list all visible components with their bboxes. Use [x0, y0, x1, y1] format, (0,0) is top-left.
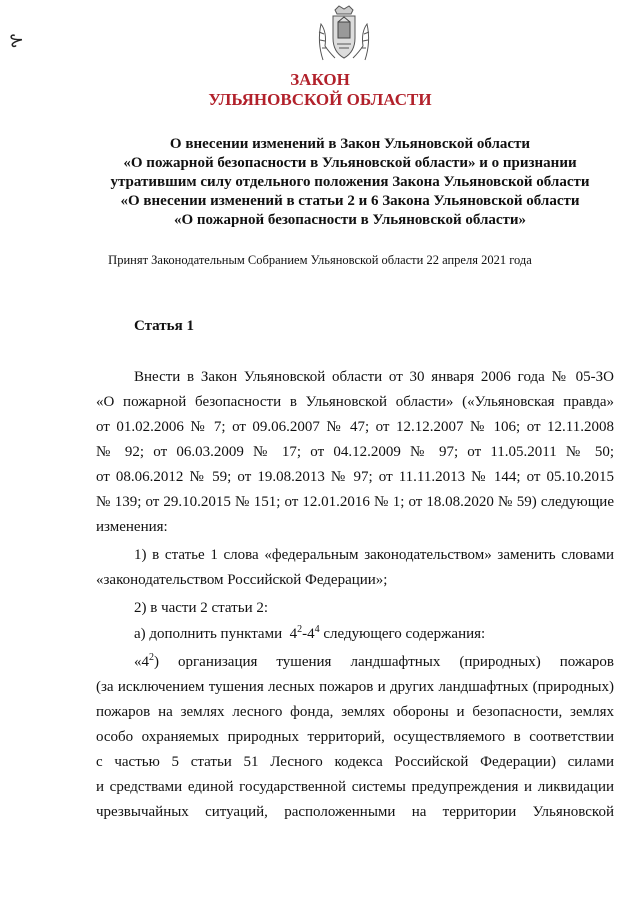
body-line: пожаров на землях лесного фонда, землях обороны и безопасности, землях: [96, 704, 614, 720]
superscript: 4: [314, 624, 320, 635]
article-heading: Статья 1: [134, 318, 194, 334]
subtitle-line: «О внесении изменений в статьи 2 и 6 Закона Ульяновской области: [120, 193, 580, 209]
body-line: 2) в части 2 статьи 2:: [134, 600, 269, 616]
body-line: [134, 625, 614, 643]
body-line: от 01.02.2006 № 7; от 09.06.2007 № 47; от 12.12.2007 № 106; от 12.11.2008: [96, 419, 614, 435]
superscript: 2: [297, 624, 303, 635]
text-span: а) дополнить пунктами: [134, 626, 283, 642]
body-line: «О пожарной безопасности в Ульяновской области» («Ульяновская правда»: [96, 394, 614, 410]
text-span: следующего содержания:: [319, 626, 486, 642]
body-line: 1) в статье 1 слова «федеральным законодательством» заменить словами: [134, 547, 614, 563]
body-line: «законодательством Российской Федерации»;: [96, 572, 388, 588]
text-span: [286, 626, 320, 642]
subtitle-line: О внесении изменений в Закон Ульяновской области: [169, 136, 531, 152]
region-title: УЛЬЯНОВСКОЙ ОБЛАСТИ: [208, 90, 432, 109]
body-line: чрезвычайных ситуаций, расположенными на территории Ульяновской: [96, 804, 614, 820]
text-span: 4: [289, 626, 298, 642]
adoption-note: Принят Законодательным Собранием Ульяновской области 22 апреля 2021 года: [108, 253, 532, 267]
subtitle-line: утратившим силу отдельного положения Закона Ульяновской области: [110, 174, 590, 190]
body-line: с частью 5 статьи 51 Лесного кодекса Российской Федерации) силами: [96, 754, 614, 770]
text-span: «4: [134, 654, 149, 670]
law-word-title: ЗАКОН: [290, 70, 350, 89]
subtitle-line: «О пожарной безопасности в Ульяновской области» и о признании: [123, 155, 577, 171]
body-line: Внести в Закон Ульяновской области от 30 января 2006 года № 05-ЗО: [134, 369, 614, 385]
body-line: (за исключением тушения лесных пожаров и других ландшафтных (природных): [96, 679, 614, 695]
text-span: -4: [302, 626, 315, 642]
body-line: [134, 653, 614, 671]
subtitle-line: «О пожарной безопасности в Ульяновской области»: [173, 212, 527, 228]
body-line: от 08.06.2012 № 59; от 19.08.2013 № 97; от 11.11.2013 № 144; от 05.10.2015: [96, 469, 614, 485]
text-span: ) организация тушения ландшафтных (природных) пожаров: [154, 654, 614, 670]
body-line: изменения:: [96, 519, 168, 535]
coat-of-arms-emblem: [313, 2, 375, 62]
superscript: 2: [149, 652, 154, 663]
corner-mark: ⊱: [7, 29, 26, 51]
body-line: особо охраняемых природных территорий, осуществляемого в соответствии: [96, 729, 614, 745]
law-subtitle: [60, 135, 640, 230]
body-line: и средствами единой государственной системы предупреждения и ликвидации: [96, 779, 614, 795]
body-line: № 92; от 06.03.2009 № 17; от 04.12.2009 № 97; от 11.05.2011 № 50;: [96, 444, 614, 460]
body-line: № 139; от 29.10.2015 № 151; от 12.01.2016 № 1; от 18.08.2020 № 59) следующие: [96, 494, 614, 510]
